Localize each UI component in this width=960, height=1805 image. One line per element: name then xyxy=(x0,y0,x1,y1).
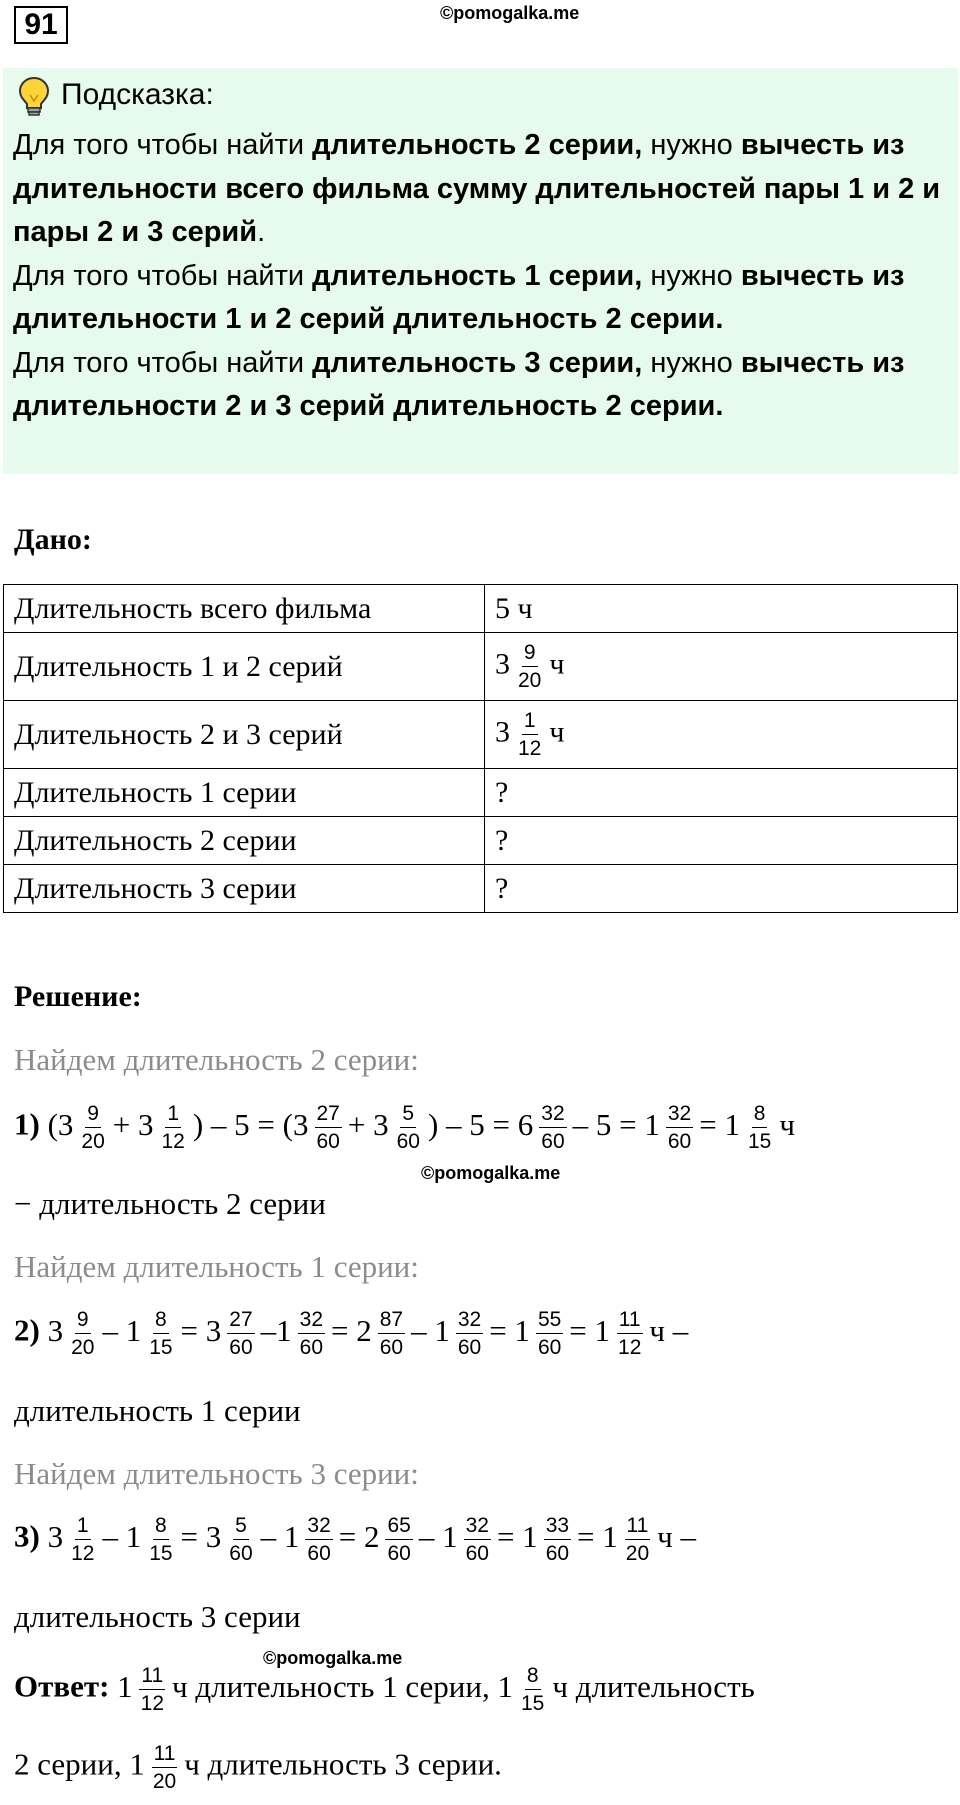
expr-text: – 1 xyxy=(418,1518,458,1554)
fraction xyxy=(69,1515,96,1564)
fraction xyxy=(227,1309,254,1358)
watermark-middle: ©pomogalka.me xyxy=(421,1163,561,1183)
denominator: 60 xyxy=(387,1542,411,1565)
fraction xyxy=(151,1743,178,1792)
fraction xyxy=(395,1103,422,1152)
numerator: 32 xyxy=(539,1103,566,1128)
numerator: 33 xyxy=(544,1515,571,1540)
expr-text: ч – xyxy=(649,1312,689,1348)
numerator: 8 xyxy=(153,1515,169,1540)
denominator: 60 xyxy=(537,1336,562,1359)
denominator: 20 xyxy=(625,1542,650,1565)
step-3-equation xyxy=(14,1515,696,1564)
step-3-caption: длительность 3 серии xyxy=(14,1599,301,1634)
hint-paragraph-3 xyxy=(13,342,948,429)
given-value xyxy=(485,701,958,769)
hint-bold: длительность 3 серии, xyxy=(312,346,643,379)
fraction xyxy=(227,1515,254,1564)
expr-text: = 1 xyxy=(496,1518,538,1554)
hint-bold: вычесть из длительности всего фильма сумму длительностей пары 1 и 2 и пары 2 и 3 серий xyxy=(13,129,941,248)
step-1-intro: Найдем длительность 2 серии: xyxy=(14,1042,419,1077)
fraction xyxy=(305,1515,332,1564)
expr-text: = 1 xyxy=(699,1106,740,1142)
denominator: 60 xyxy=(299,1336,323,1359)
whole-part: 3 xyxy=(495,715,510,749)
table-row xyxy=(4,585,958,633)
numerator: 8 xyxy=(525,1665,541,1690)
fraction xyxy=(79,1103,106,1152)
answer-text: 2 серии, 1 xyxy=(14,1746,145,1782)
numerator: 27 xyxy=(227,1309,254,1334)
fraction xyxy=(139,1665,166,1714)
denominator: 60 xyxy=(379,1336,404,1359)
expr-text: + 3 xyxy=(112,1106,154,1142)
expr-text: – 1 xyxy=(102,1312,142,1348)
fraction xyxy=(746,1103,773,1152)
denominator: 12 xyxy=(618,1336,642,1359)
expr-text: = 1 xyxy=(489,1312,530,1348)
hint-text: . xyxy=(257,216,266,248)
fraction xyxy=(147,1309,174,1358)
expr-text: –1 xyxy=(260,1312,292,1348)
fraction xyxy=(69,1309,96,1358)
numerator: 11 xyxy=(152,1743,178,1768)
hint-text: нужно xyxy=(642,346,741,379)
denominator: 20 xyxy=(71,1336,95,1359)
denominator: 15 xyxy=(521,1692,545,1715)
fraction xyxy=(147,1515,174,1564)
denominator: 15 xyxy=(149,1336,173,1359)
numerator: 9 xyxy=(85,1103,101,1128)
table-row xyxy=(4,865,958,913)
step-label: 3) xyxy=(14,1518,40,1554)
denominator: 12 xyxy=(140,1692,165,1715)
fraction xyxy=(298,1309,325,1358)
fraction xyxy=(160,1103,187,1152)
denominator: 60 xyxy=(465,1542,489,1565)
expr-text: ч – xyxy=(657,1518,696,1554)
given-label: Длительность 3 серии xyxy=(4,865,485,913)
numerator: 8 xyxy=(752,1103,768,1128)
expr-text: = 2 xyxy=(338,1518,380,1554)
numerator: 87 xyxy=(378,1309,405,1334)
denominator: 20 xyxy=(518,669,542,692)
numerator: 8 xyxy=(153,1309,169,1334)
problem-number: 91 xyxy=(14,6,68,44)
hint-text: Для того чтобы найти xyxy=(13,259,313,292)
numerator: 32 xyxy=(305,1515,332,1540)
step-2-intro: Найдем длительность 1 серии: xyxy=(14,1249,419,1284)
given-value xyxy=(485,633,958,701)
solution-heading: Решение: xyxy=(14,980,142,1013)
hint-bold: длительность 1 серии, xyxy=(312,259,643,292)
denominator: 60 xyxy=(307,1542,331,1565)
fraction xyxy=(666,1103,693,1152)
table-row xyxy=(4,633,958,701)
denominator: 60 xyxy=(667,1130,692,1153)
denominator: 12 xyxy=(71,1542,95,1565)
answer-line-2 xyxy=(14,1743,502,1792)
given-label: Длительность всего фильма xyxy=(4,585,485,633)
fraction xyxy=(544,1515,571,1564)
fraction xyxy=(516,710,543,759)
numerator: 55 xyxy=(536,1309,563,1334)
numerator: 32 xyxy=(298,1309,325,1334)
watermark-bottom: ©pomogalka.me xyxy=(263,1648,403,1668)
expression xyxy=(47,1102,795,1153)
fraction xyxy=(519,1665,546,1714)
hint-box xyxy=(3,68,958,474)
numerator: 5 xyxy=(233,1515,249,1540)
hint-bold: вычесть из длительности 1 и 2 серий длительность 2 серии. xyxy=(13,259,905,335)
hint-paragraph-2 xyxy=(13,255,948,342)
hint-text: Для того чтобы найти xyxy=(13,129,313,161)
expr-text: ) – 5 = 6 xyxy=(427,1106,534,1142)
expression xyxy=(47,1514,696,1565)
numerator: 11 xyxy=(625,1515,651,1540)
fraction xyxy=(536,1309,563,1358)
lightbulb-icon xyxy=(17,75,51,117)
expr-text: 3 xyxy=(47,1312,64,1348)
table-row xyxy=(4,817,958,865)
numerator: 65 xyxy=(385,1515,412,1540)
hint-text: нужно xyxy=(642,129,741,161)
step-2-caption: длительность 1 серии xyxy=(14,1393,301,1428)
hint-text: нужно xyxy=(642,259,741,292)
fraction xyxy=(464,1515,491,1564)
step-label: 2) xyxy=(14,1312,40,1348)
denominator: 12 xyxy=(161,1130,185,1153)
given-value: ? xyxy=(485,865,958,913)
fraction xyxy=(624,1515,651,1564)
expr-text: (3 xyxy=(47,1106,74,1142)
hint-bold: вычесть из длительности 2 и 3 серий длительность 2 серии. xyxy=(13,346,905,422)
numerator: 1 xyxy=(165,1103,181,1128)
given-value: ? xyxy=(485,769,958,817)
numerator: 27 xyxy=(315,1103,342,1128)
hint-bold: длительность 2 серии, xyxy=(312,129,643,161)
unit: ч xyxy=(549,647,565,681)
denominator: 20 xyxy=(81,1130,105,1153)
fraction xyxy=(516,642,543,691)
hint-body xyxy=(13,124,948,429)
fraction xyxy=(539,1103,566,1152)
expr-text: 3 xyxy=(47,1518,64,1554)
expr-text: ч длительность xyxy=(552,1668,755,1704)
given-label: Длительность 2 серии xyxy=(4,817,485,865)
watermark-top: ©pomogalka.me xyxy=(440,3,580,23)
table-row xyxy=(4,701,958,769)
numerator: 32 xyxy=(666,1103,693,1128)
step-3-intro: Найдем длительность 3 серии: xyxy=(14,1456,419,1491)
expr-text: + 3 xyxy=(347,1106,389,1142)
given-label: Длительность 2 и 3 серий xyxy=(4,701,485,769)
whole-part: 3 xyxy=(495,647,510,681)
expr-text: – 5 = 1 xyxy=(572,1106,660,1142)
numerator: 32 xyxy=(464,1515,491,1540)
step-1-caption: − длительность 2 серии xyxy=(14,1186,326,1221)
denominator: 20 xyxy=(152,1770,177,1793)
step-2-equation xyxy=(14,1309,688,1358)
given-table xyxy=(3,584,958,913)
fraction xyxy=(616,1309,643,1358)
expression xyxy=(47,1308,689,1359)
given-value: ? xyxy=(485,817,958,865)
expr-text: – 1 xyxy=(260,1518,300,1554)
expr-text: ) – 5 = (3 xyxy=(192,1106,309,1142)
given-label: Длительность 1 серии xyxy=(4,769,485,817)
denominator: 60 xyxy=(545,1542,570,1565)
given-value: 5 ч xyxy=(485,585,958,633)
fraction xyxy=(456,1309,483,1358)
expr-text: = 3 xyxy=(180,1518,222,1554)
expr-text: = 1 xyxy=(577,1518,618,1554)
expr-text: = 3 xyxy=(180,1312,222,1348)
expr-text: – 1 xyxy=(411,1312,450,1348)
denominator: 60 xyxy=(457,1336,482,1359)
expr-text: = 1 xyxy=(569,1312,611,1348)
unit: ч xyxy=(549,715,565,749)
answer-line-1 xyxy=(14,1665,755,1714)
hint-paragraph-1 xyxy=(13,124,948,255)
hint-title: Подсказка: xyxy=(61,78,214,111)
fraction xyxy=(315,1103,342,1152)
step-1-equation xyxy=(14,1103,795,1152)
denominator: 60 xyxy=(229,1336,253,1359)
numerator: 11 xyxy=(139,1665,165,1690)
denominator: 60 xyxy=(316,1130,340,1153)
answer-label: Ответ: xyxy=(14,1668,110,1704)
numerator: 5 xyxy=(400,1103,416,1128)
table-row xyxy=(4,769,958,817)
step-label: 1) xyxy=(14,1106,40,1142)
numerator: 32 xyxy=(456,1309,483,1334)
expr-text: ч xyxy=(779,1106,795,1142)
denominator: 60 xyxy=(396,1130,420,1153)
numerator: 1 xyxy=(75,1515,91,1540)
given-label: Длительность 1 и 2 серий xyxy=(4,633,485,701)
expr-text: 1 xyxy=(117,1668,133,1704)
numerator: 9 xyxy=(75,1309,91,1334)
expr-text: – 1 xyxy=(102,1518,142,1554)
answer-expression xyxy=(117,1664,755,1715)
answer-text: ч длительность 3 серии. xyxy=(184,1746,502,1782)
numerator: 9 xyxy=(522,642,538,667)
denominator: 60 xyxy=(541,1130,565,1153)
numerator: 11 xyxy=(617,1309,643,1334)
denominator: 60 xyxy=(229,1542,253,1565)
fraction xyxy=(378,1309,405,1358)
denominator: 15 xyxy=(747,1130,772,1153)
denominator: 12 xyxy=(518,737,542,760)
fraction xyxy=(385,1515,412,1564)
expr-text: = 2 xyxy=(331,1312,372,1348)
given-heading: Дано: xyxy=(14,523,92,556)
denominator: 15 xyxy=(149,1542,173,1565)
numerator: 1 xyxy=(522,710,538,735)
expr-text: ч длительность 1 серии, 1 xyxy=(172,1668,513,1704)
hint-text: Для того чтобы найти xyxy=(13,346,313,379)
